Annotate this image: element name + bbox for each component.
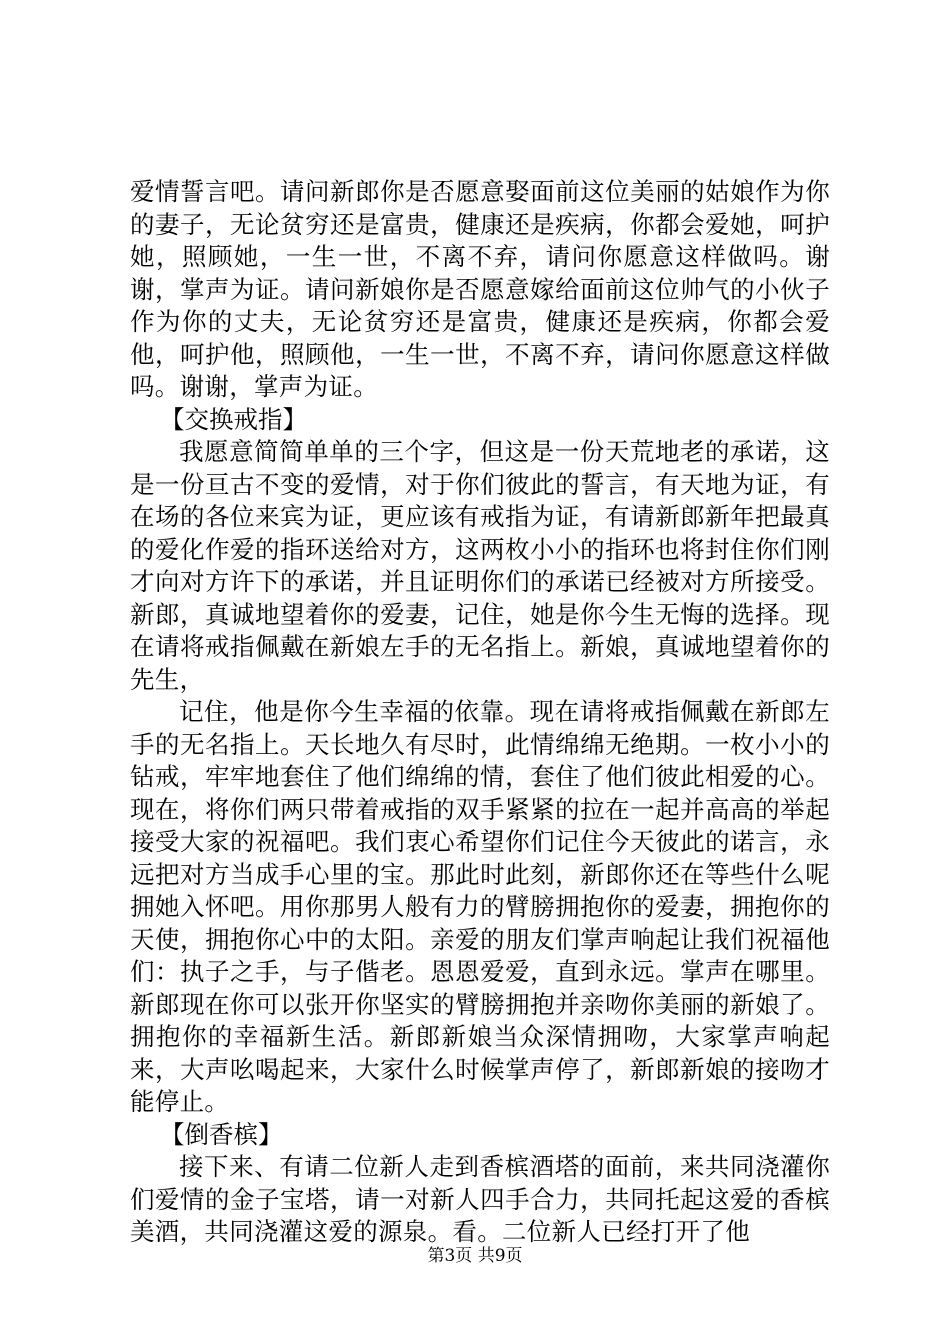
- paragraph-vows: 爱情誓言吧。请问新郎你是否愿意娶面前这位美丽的姑娘作为你的妻子，无论贫穷还是富贵，健康还是疾病，你都会爱她，呵护她，照顾她，一生一世，不离不弃，请问你愿意这样做吗。谢谢，掌声为证。请问新娘你是否愿意嫁给面前这位帅气的小伙子作为你的丈夫，无论贫穷还是富贵，健康还是疾病，你都会爱他，呵护他，照顾他，一生一世，不离不弃，请问你愿意这样做吗。谢谢，掌声为证。: [130, 177, 830, 401]
- paragraph-champagne: 接下来、有请二位新人走到香槟酒塔的面前，来共同浇灌你们爱情的金子宝塔，请一对新人四手合力，共同托起这爱的香槟美酒，共同浇灌这爱的源泉。看。二位新人已经打开了他: [130, 1152, 830, 1246]
- heading-pour-champagne: 【倒香槟】: [160, 1119, 283, 1149]
- heading-exchange-rings: 【交换戒指】: [160, 404, 307, 434]
- document-body: [130, 176, 830, 1249]
- paragraph-rings-2: 记住，他是你今生幸福的依靠。现在请将戒指佩戴在新郎左手的无名指上。天长地久有尽时，此情绵绵无绝期。一枚小小的钻戒，牢牢地套住了他们绵绵的情，套住了他们彼此相爱的心。现在，将你们两只带着戒指的双手紧紧的拉在一起并高高的举起接受大家的祝福吧。我们衷心希望你们记住今天彼此的诺言，永远把对方当成手心里的宝。那此时此刻，新郎你还在等些什么呢拥她入怀吧。用你那男人般有力的臂膀拥抱你的爱妻，拥抱你的天使，拥抱你心中的太阳。亲爱的朋友们掌声响起让我们祝福他们：执子之手，与子偕老。恩恩爱爱，直到永远。掌声在哪里。新郎现在你可以张开你坚实的臂膀拥抱并亲吻你美丽的新娘了。拥抱你的幸福新生活。新郎新娘当众深情拥吻，大家掌声响起来，大声吆喝起来，大家什么时候掌声停了，新郎新娘的接吻才能停止。: [130, 697, 830, 1116]
- paragraph-rings-1: 我愿意简简单单的三个字，但这是一份天荒地老的承诺，这是一份亘古不变的爱情，对于你们彼此的誓言，有天地为证，有在场的各位来宾为证，更应该有戒指为证，有请新郎新年把最真的爱化作爱的指环送给对方，这两枚小小的指环也将封住你们刚才向对方许下的承诺，并且证明你们的承诺已经被对方所接受。新郎，真诚地望着你的爱妻，记住，她是你今生无悔的选择。现在请将戒指佩戴在新娘左手的无名指上。新娘，真诚地望着你的先生，: [130, 437, 830, 694]
- page-footer: 第3页 共9页: [427, 1246, 523, 1266]
